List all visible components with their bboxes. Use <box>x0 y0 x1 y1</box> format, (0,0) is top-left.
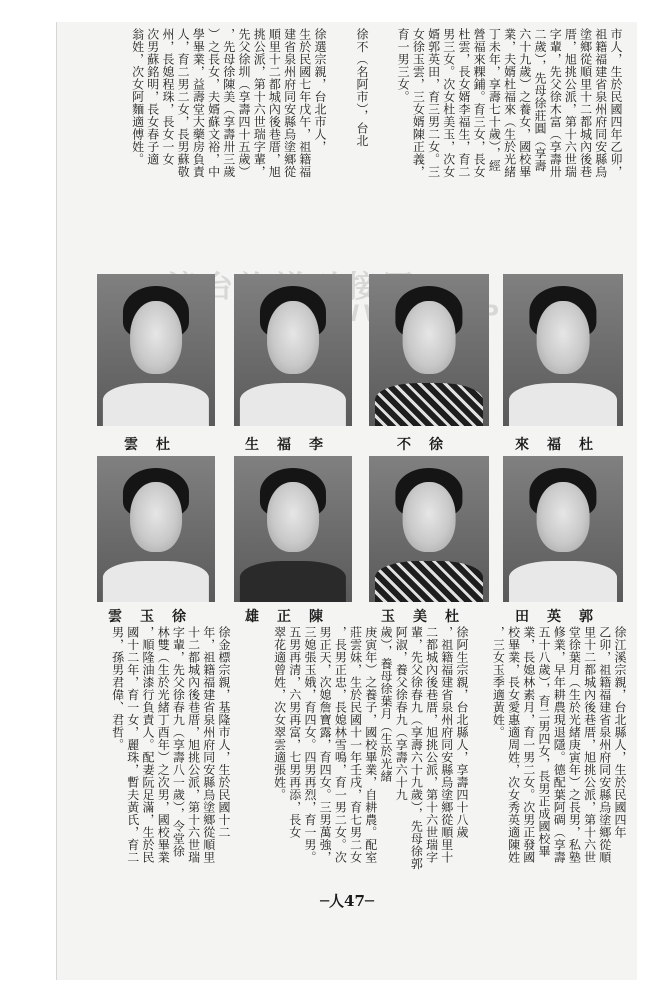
biography-xu-asheng: 徐阿生宗親，台北縣人，享壽四十八歲 ，祖籍福建省泉州府同安縣烏塗鄉從順里十 二都城內後巷厝，旭挑公派，第十六世瑞字 輩，先父徐春九（享壽六十九歲），先母徐郭 阿淑，養父徐春九（享壽六十九 歲），養母徐葉月（生於光緒 庚寅年）之養子，國校畢業，自耕農。配室 莊雲妹，生於民國十一年壬戌，育七男二女 ，長男正忠，長媳林雪鳴，育一男二女。次 男正天，次媳詹寶露，育四女。三男萬強， 三媳張玉娥，育四女。四男再烈，育一男。 五男再清，六男再富，七男再添，長女 翠花適曾姓，次女翠雲適張姓。 <box>272 626 469 870</box>
name-label-du-fulai: 來福杜 <box>515 437 611 453</box>
portrait-xu-bu <box>369 274 489 426</box>
name-label-xu-yuyun: 雲玉徐 <box>108 609 204 625</box>
biography-xu-jiangxi: 徐江溪宗親，台北縣人，生於民國四年 乙卯，祖籍福建省泉州府同安縣烏塗鄉從順 里十二都城內後巷厝，旭挑公派，第十六世 堂徐葉月（生於光緒庚寅年）之長男，私塾 修業，早年耕農現退隱。德配葉阿碉（享壽 五十八歲），育二男四女，長男正成國校畢 業，長媳林素月，育一男二女。次男正發國 校畢業，長女愛惠適周姓，次女秀英適陳姓 ，三女玉季適黃姓。 <box>491 626 627 864</box>
name-label-du-yun: 雲杜 <box>124 437 188 453</box>
biography-xu-bu-heading: 徐不（名阿市），台北 <box>355 28 369 147</box>
portrait-chen-zhengxiong <box>234 456 352 602</box>
biography-xu-bu: 市人，生於民國四年乙卯， 祖籍福建省泉州府同安縣烏 塗鄉從順里十二都城內後巷 厝，旭挑公派，第十六世瑞 字輩，先父徐木富（享壽卅 二歲），先母徐莊圓（享壽 六十九歲）之養女，國校畢 業，夫婿杜福來（生於光緒 丁未年，享壽七十歲），經 營福來粿鋪。育三女，長女 杜雲，長女婿李福生，育二 男三女。次女杜美玉，次女 婿郭英田，育三男二女。三 女徐玉雲，三女婿陳正義， 育一男三女。 <box>396 28 623 178</box>
portrait-du-yun <box>97 274 215 426</box>
name-label-xu-bu: 不徐 <box>397 437 461 453</box>
name-label-guo-yingtian: 田英郭 <box>515 609 611 625</box>
page-number: ─人47─ <box>320 892 374 910</box>
biography-xu-xuan: 徐選宗親，台北市人， 生於民國七年戊午，祖籍福 建省泉州府同安縣烏塗鄉從 順里十二都城內後巷厝，旭 挑公派，第十六世瑞字輩， 先父徐圳（享壽四十五歲） ，先母徐陳美（享壽卅三歲 ）之長女，夫婿蘇文裕，中 學畢業，益壽堂大藥房負責 人，育二男二女，長男蘇敬 州，長媳程珠，長女一女 次男蘇銘明，長女春子適 翁姓，次女阿麵適傅姓。 <box>130 28 327 178</box>
portrait-li-fusheng <box>234 274 352 426</box>
portrait-du-meiyu <box>369 456 489 602</box>
portrait-guo-yingtian <box>503 456 623 602</box>
name-label-li-fusheng: 生福李 <box>245 437 341 453</box>
biography-xu-jinbiao: 徐金標宗親，基隆市人，生於民國十二 年，祖籍福建省泉州府同安縣烏塗鄉從順里 十二都城內後巷厝，旭挑公派，第十六世瑞 字輩，先父徐春九（享壽八一歲），令堂徐 林雙（生於光緒丁酉年）之次男，國校畢業 ，順隆油漆行負責人。配妻阮足滿，生於民 國十二年，育一女，麗珠，暫夫黃氏，育二 男，孫男君偉、君哲。 <box>110 626 231 864</box>
name-label-chen-zhengxiong: 雄正陳 <box>245 609 341 625</box>
genealogy-page <box>56 22 637 980</box>
name-label-du-meiyu: 玉美杜 <box>381 609 477 625</box>
portrait-du-fulai <box>503 274 623 426</box>
portrait-xu-yuyun <box>97 456 215 602</box>
